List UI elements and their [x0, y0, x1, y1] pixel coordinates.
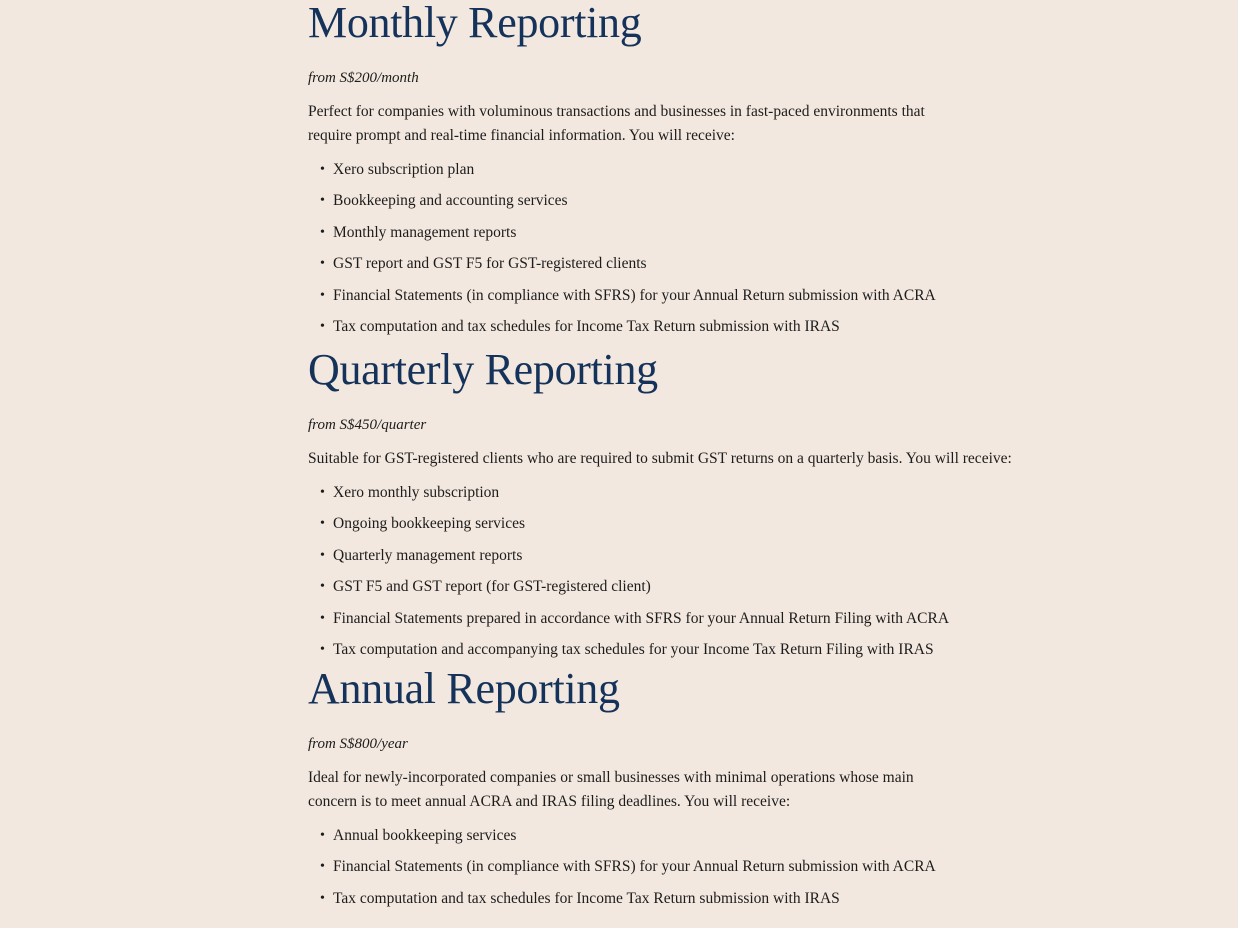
plan-price: from S$200/month: [308, 70, 419, 86]
pricing-content: [308, 0, 1012, 909]
list-item: [308, 640, 988, 660]
plan-description: Perfect for companies with voluminous transactions and businesses in fast-paced environments that require prompt and real-time financial information. You will receive:: [308, 103, 925, 144]
bullet-icon: •: [320, 516, 325, 532]
plan-deliverables-list: [308, 483, 988, 660]
plan-price: from S$800/year: [308, 735, 408, 752]
list-item-label: Xero subscription plan: [333, 161, 475, 178]
list-item-label: Financial Statements prepared in accordance with SFRS for your Annual Return Filing with ACRA: [333, 609, 950, 627]
plan-title: Quarterly Reporting: [308, 344, 658, 394]
list-item: [308, 160, 988, 180]
list-item: [308, 857, 988, 877]
bullet-icon: •: [320, 256, 325, 272]
list-item-label: Tax computation and accompanying tax schedules for your Income Tax Return Filing with IRAS: [333, 640, 934, 658]
plan-price: from S$450/quarter: [308, 416, 427, 433]
bullet-icon: •: [320, 318, 325, 334]
list-item-label: GST F5 and GST report (for GST-registered client): [333, 578, 651, 596]
bullet-icon: •: [320, 224, 325, 240]
list-item-label: Bookkeeping and accounting services: [333, 192, 568, 210]
list-item: [308, 609, 988, 629]
plan-monthly-reporting: [308, 0, 988, 337]
bullet-icon: •: [320, 610, 325, 626]
list-item: [308, 191, 988, 211]
list-item: [308, 577, 988, 597]
list-item-label: Quarterly management reports: [333, 546, 523, 564]
plan-quarterly-reporting: [308, 344, 1012, 660]
bullet-icon: •: [320, 641, 325, 657]
list-item-label: Ongoing bookkeeping services: [333, 515, 525, 533]
bullet-icon: •: [320, 162, 325, 177]
list-item-label: Xero monthly subscription: [333, 483, 500, 501]
bullet-icon: •: [320, 193, 325, 209]
list-item-label: Annual bookkeeping services: [333, 826, 517, 844]
bullet-icon: •: [320, 579, 325, 595]
list-item-label: Monthly management reports: [333, 223, 517, 241]
list-item: [308, 317, 988, 337]
plan-deliverables-list: [308, 160, 988, 337]
plan-title: Annual Reporting: [308, 663, 620, 713]
plan-annual-reporting: [308, 664, 988, 909]
list-item-label: Tax computation and tax schedules for Income Tax Return submission with IRAS: [333, 889, 840, 907]
list-item-label: Financial Statements (in compliance with SFRS) for your Annual Return submission with ACRA: [333, 286, 936, 304]
list-item: [308, 223, 988, 243]
list-item-label: Financial Statements (in compliance with SFRS) for your Annual Return submission with ACRA: [333, 858, 936, 876]
plan-description: Suitable for GST-registered clients who are required to submit GST returns on a quarterly basis. You will receive:: [308, 449, 1012, 467]
bullet-icon: •: [320, 287, 325, 303]
list-item-label: Tax computation and tax schedules for Income Tax Return submission with IRAS: [333, 317, 840, 335]
bullet-icon: •: [320, 547, 325, 563]
list-item: [308, 889, 988, 909]
list-item-label: GST report and GST F5 for GST-registered clients: [333, 255, 647, 273]
plan-description: Ideal for newly-incorporated companies or small businesses with minimal operations whose main concern is to meet annual ACRA and IRAS filing deadlines. You will receive:: [308, 768, 914, 810]
bullet-icon: •: [320, 890, 325, 906]
list-item: [308, 254, 988, 274]
list-item: [308, 286, 988, 306]
list-item: [308, 483, 988, 503]
list-item: [308, 514, 988, 534]
plan-title: Monthly Reporting: [308, 0, 642, 47]
list-item: [308, 546, 988, 566]
list-item: [308, 826, 988, 846]
bullet-icon: •: [320, 827, 325, 843]
bullet-icon: •: [320, 859, 325, 875]
plan-deliverables-list: [308, 826, 988, 909]
bullet-icon: •: [320, 484, 325, 500]
